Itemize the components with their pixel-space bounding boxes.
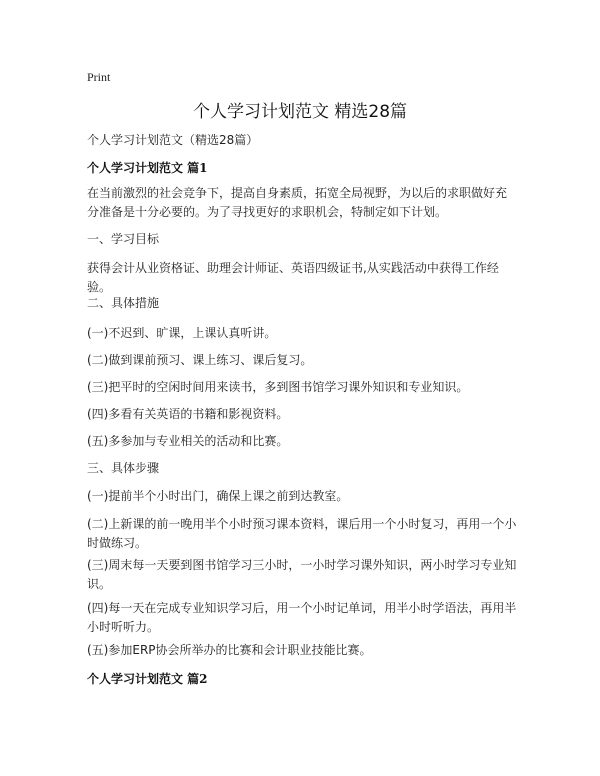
steps-heading: 三、具体步骤 <box>87 461 160 475</box>
measure-item: (五)多参加与专业相关的活动和比赛。 <box>87 434 289 448</box>
intro-paragraph: 在当前激烈的社会竞争下，提高自身素质，拓宽全局视野，为以后的求职做好充分准备是十分必要的。为了寻找更好的求职机会，特制定如下计划。 <box>87 186 508 219</box>
print-link[interactable]: Print <box>87 70 111 84</box>
goal-paragraph: 获得会计从业资格证、助理会计师证、英语四级证书,从实践活动中获得工作经验。 <box>87 261 499 294</box>
document-subtitle: 个人学习计划范文（精选28篇） <box>87 133 259 147</box>
step-item: (三)周末每一天要到图书馆学习三小时，一小时学习课外知识，两小时学习专业知识。 <box>87 558 517 591</box>
section-2-heading: 个人学习计划范文 篇2 <box>87 672 208 686</box>
measure-item: (二)做到课前预习、课上练习、课后复习。 <box>87 353 313 367</box>
step-item: (二)上新课的前一晚用半个小时预习课本资料，课后用一个小时复习，再用一个小时做练习。 <box>87 517 517 550</box>
measures-heading: 二、具体措施 <box>87 296 160 310</box>
goal-heading: 一、学习目标 <box>87 232 160 246</box>
measure-item: (三)把平时的空闲时间用来读书，多到图书馆学习课外知识和专业知识。 <box>87 380 469 394</box>
step-item: (四)每一天在完成专业知识学习后，用一个小时记单词，用半小时学语法，再用半小时听听力。 <box>87 601 517 634</box>
measure-item: (四)多看有关英语的书籍和影视资料。 <box>87 407 289 421</box>
section-1-heading: 个人学习计划范文 篇1 <box>87 161 208 175</box>
measure-item: (一)不迟到、旷课，上课认真听讲。 <box>87 326 277 340</box>
step-item: (五)参加ERP协会所举办的比赛和会计职业技能比赛。 <box>87 643 372 657</box>
page-title: 个人学习计划范文 精选28篇 <box>192 102 408 122</box>
step-item: (一)提前半个小时出门，确保上课之前到达教室。 <box>87 489 349 503</box>
